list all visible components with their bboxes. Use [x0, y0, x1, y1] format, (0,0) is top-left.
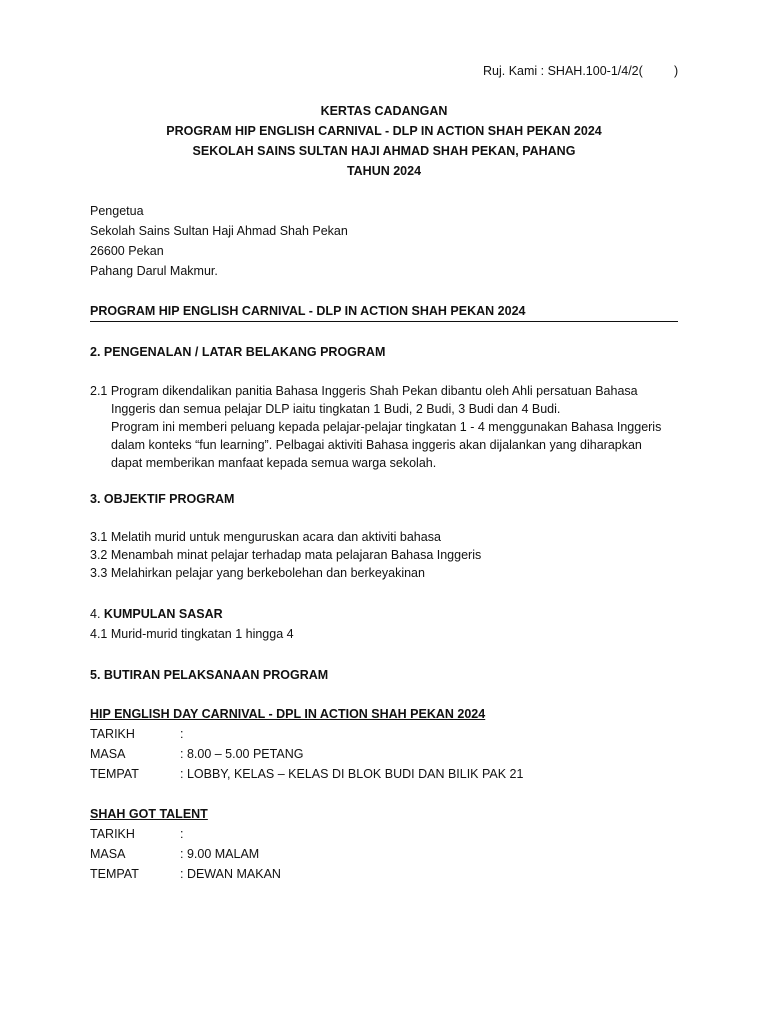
event-1-tarikh-row	[90, 724, 678, 744]
program-heading: PROGRAM HIP ENGLISH CARNIVAL - DLP IN ACTION SHAH PEKAN 2024	[90, 301, 678, 322]
section-objectives	[90, 489, 678, 582]
section-4-title: KUMPULAN SASAR	[100, 607, 223, 621]
objective-item: 3.3 Melahirkan pelajar yang berkebolehan dan berkeyakinan	[90, 566, 425, 580]
tempat-label: TEMPAT	[90, 767, 139, 781]
tarikh-value: :	[180, 827, 184, 841]
event-2-tempat-row	[90, 864, 678, 884]
event-2-tarikh-row	[90, 824, 678, 844]
section-4-number: 4.	[90, 607, 101, 621]
event-hip-english-day	[90, 704, 678, 784]
event-1-masa-row	[90, 744, 678, 764]
masa-label: MASA	[90, 847, 126, 861]
event-2-title: SHAH GOT TALENT	[90, 807, 208, 821]
tempat-label: TEMPAT	[90, 867, 139, 881]
tarikh-value: :	[180, 727, 184, 741]
section-introduction	[90, 342, 678, 472]
section-2-line-3: Program ini memberi peluang kepada pelajar-pelajar tingkatan 1 - 4 menggunakan Bahasa Inggeris	[111, 420, 662, 434]
section-3-heading: 3. OBJEKTIF PROGRAM	[90, 492, 235, 506]
section-2-line-2: Inggeris dan semua pelajar DLP iaitu tingkatan 1 Budi, 2 Budi, 3 Budi dan 4 Budi.	[111, 402, 561, 416]
section-2-paragraph	[90, 382, 678, 472]
address-line-3: 26600 Pekan	[90, 244, 164, 258]
reference-number: Ruj. Kami : SHAH.100-1/4/2( )	[483, 64, 679, 78]
section-2-line-5: dapat memberikan manfaat kepada semua warga sekolah.	[111, 456, 437, 470]
section-4-heading	[90, 604, 678, 624]
section-2-line-4: dalam konteks “fun learning”. Pelbagai aktiviti Bahasa inggeris akan dijalankan yang diharapkan	[111, 438, 642, 452]
event-1-title: HIP ENGLISH DAY CARNIVAL - DPL IN ACTION SHAH PEKAN 2024	[90, 707, 486, 721]
masa-value: : 8.00 – 5.00 PETANG	[180, 747, 304, 761]
section-implementation	[90, 665, 678, 685]
document-title	[90, 101, 678, 181]
tarikh-label: TARIKH	[90, 827, 135, 841]
recipient-address	[90, 201, 348, 281]
tarikh-label: TARIKH	[90, 727, 135, 741]
address-line-1: Pengetua	[90, 204, 144, 218]
section-2-heading: 2. PENGENALAN / LATAR BELAKANG PROGRAM	[90, 345, 386, 359]
masa-value: : 9.00 MALAM	[180, 847, 260, 861]
title-line-2: PROGRAM HIP ENGLISH CARNIVAL - DLP IN ACTION SHAH PEKAN 2024	[166, 124, 602, 138]
objective-list	[90, 528, 678, 582]
objective-item: 3.2 Menambah minat pelajar terhadap mata pelajaran Bahasa Inggeris	[90, 548, 482, 562]
event-1-tempat-row	[90, 764, 678, 784]
address-line-2: Sekolah Sains Sultan Haji Ahmad Shah Pekan	[90, 224, 348, 238]
title-line-1: KERTAS CADANGAN	[320, 104, 448, 118]
objective-item: 3.1 Melatih murid untuk menguruskan acara dan aktiviti bahasa	[90, 530, 441, 544]
address-line-4: Pahang Darul Makmur.	[90, 264, 218, 278]
section-2-line-1: 2.1 Program dikendalikan panitia Bahasa Inggeris Shah Pekan dibantu oleh Ahli persatuan Bahasa	[90, 384, 638, 398]
tempat-value: : DEWAN MAKAN	[180, 867, 281, 881]
target-item: 4.1 Murid-murid tingkatan 1 hingga 4	[90, 627, 294, 641]
masa-label: MASA	[90, 747, 126, 761]
section-5-heading: 5. BUTIRAN PELAKSANAAN PROGRAM	[90, 668, 329, 682]
section-target-group	[90, 604, 678, 644]
event-shah-got-talent	[90, 804, 678, 884]
title-line-4: TAHUN 2024	[346, 164, 422, 178]
tempat-value: : LOBBY, KELAS – KELAS DI BLOK BUDI DAN BILIK PAK 21	[180, 767, 524, 781]
event-2-masa-row	[90, 844, 678, 864]
title-line-3: SEKOLAH SAINS SULTAN HAJI AHMAD SHAH PEKAN, PAHANG	[192, 144, 576, 158]
